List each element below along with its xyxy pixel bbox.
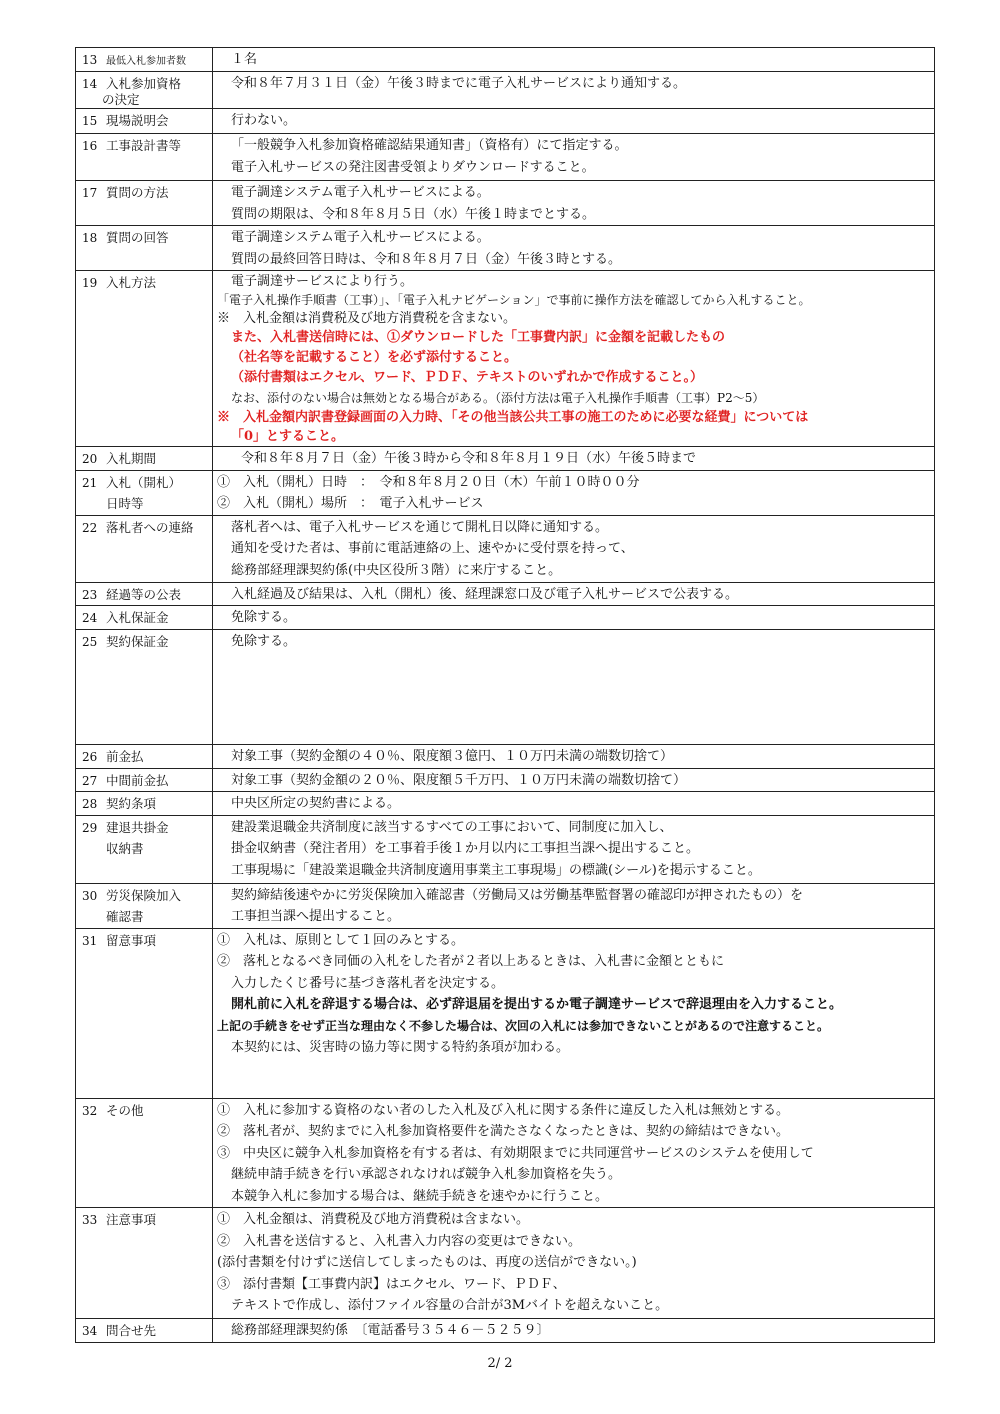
- row-content: [213, 181, 935, 226]
- table-row: [76, 1319, 935, 1343]
- row-label-text-2: 日時等: [106, 495, 144, 511]
- table-row: [76, 883, 935, 928]
- row-content: [213, 109, 935, 134]
- content-line: ① 入札は、原則として１回のみとする。: [217, 932, 465, 948]
- row-label-text: 建退共掛金: [106, 819, 169, 835]
- table-row: [76, 629, 935, 744]
- row-number: 33: [82, 1213, 98, 1227]
- content-line: ※ 入札金額内訳書登録画面の入力時、「その他当該公共工事の施工のために必要な経費」については: [217, 410, 809, 425]
- row-number: 17: [82, 186, 98, 200]
- row-content: [213, 744, 935, 768]
- row-content: [213, 515, 935, 582]
- row-number: 15: [82, 114, 98, 128]
- row-label-text: 質問の回答: [106, 230, 169, 245]
- table-row: [76, 792, 935, 816]
- content-line: ① 入札金額は、消費税及び地方消費税は含まない。: [217, 1212, 530, 1227]
- row-number: 28: [82, 797, 98, 811]
- content-line: 電子調達サービスにより行う。: [231, 274, 414, 289]
- row-content: [213, 883, 935, 928]
- row-number: 20: [82, 452, 98, 466]
- row-content: [213, 271, 935, 447]
- content-line: 電子調達システム電子入札サービスによる。: [231, 185, 490, 200]
- row-number: 34: [82, 1324, 98, 1338]
- content-line: 中央区所定の契約書による。: [231, 796, 401, 811]
- row-number: 29: [82, 820, 98, 835]
- row-label: [76, 226, 213, 271]
- row-label: [76, 515, 213, 582]
- row-content: [213, 72, 935, 109]
- row-label-text: 留意事項: [106, 932, 157, 948]
- row-content: [213, 792, 935, 816]
- row-label: [76, 72, 213, 109]
- content-line: 本契約には、災害時の協力等に関する特約条項が加わる。: [231, 1040, 570, 1055]
- content-line: ③ 中央区に競争入札参加資格を有する者は、有効期限までに共同運営サービスのシステムを使用して: [217, 1145, 814, 1161]
- row-label: [76, 48, 213, 72]
- content-line: 「0」とすること。: [231, 429, 345, 444]
- row-label: [76, 928, 213, 1098]
- content-line: テキストで作成し、添付ファイル容量の合計が3Mバイトを超えないこと。: [231, 1298, 669, 1313]
- row-label-text: 問合せ先: [106, 1323, 157, 1338]
- row-content: [213, 928, 935, 1098]
- content-line: ③ 添付書類【工事費内訳】はエクセル、ワード、ＰＤＦ、: [217, 1276, 566, 1292]
- row-label: [76, 744, 213, 768]
- row-label: [76, 134, 213, 181]
- row-number: 22: [82, 520, 98, 535]
- row-content: [213, 768, 935, 792]
- content-line: 建設業退職金共済制度に該当するすべての工事において、同制度に加入し、: [231, 819, 673, 835]
- row-label-text-2: の決定: [102, 92, 140, 107]
- bid-conditions-table: [75, 47, 935, 1343]
- content-line: （社名等を記載すること）を必ず添付すること。: [231, 350, 518, 365]
- row-label: [76, 109, 213, 134]
- row-content: [213, 226, 935, 271]
- row-number: 21: [82, 475, 98, 490]
- content-line: 免除する。: [231, 610, 297, 625]
- content-line: 質問の最終回答日時は、令和８年８月７日（金）午後３時とする。: [231, 251, 622, 267]
- content-line: ① 入札（開札）日時 ： 令和８年８月２０日（木）午前１０時００分: [217, 474, 640, 490]
- content-line: 掛金収納書（発注者用）を工事着手後１か月以内に工事担当課へ提出すること。: [231, 841, 700, 856]
- table-row: [76, 928, 935, 1098]
- row-label-text: 工事設計書等: [106, 138, 182, 153]
- table-row: [76, 72, 935, 109]
- row-content: [213, 629, 935, 744]
- row-number: 18: [82, 231, 98, 245]
- content-line: 総務部経理課契約係 〔電話番号３５４６－５２５９〕: [231, 1323, 550, 1338]
- content-line: 電子調達システム電子入札サービスによる。: [231, 230, 490, 245]
- row-content: [213, 447, 935, 471]
- row-number: 27: [82, 773, 98, 788]
- row-label-text: 労災保険加入: [106, 887, 182, 903]
- row-label: [76, 629, 213, 744]
- content-line: 総務部経理課契約係(中央区役所３階）に来庁すること。: [231, 562, 562, 578]
- table-row: [76, 470, 935, 515]
- row-label-text: 注意事項: [106, 1212, 157, 1227]
- row-content: [213, 1098, 935, 1208]
- content-line: １名: [231, 52, 258, 67]
- content-line: ② 落札となるべき同価の入札をした者が２者以上あるときは、入札書に金額とともに: [217, 954, 725, 969]
- row-label: [76, 815, 213, 883]
- row-content: [213, 1208, 935, 1319]
- table-row: [76, 606, 935, 630]
- content-line: 上記の手続きをせず正当な理由なく不参した場合は、次回の入札には参加できないことがあるので注意すること。: [217, 1018, 830, 1033]
- row-label: [76, 792, 213, 816]
- content-line: 工事現場に「建設業退職金共済制度適用事業主工事現場」の標識(シール)を掲示すること。: [231, 862, 761, 878]
- content-line: 通知を受けた者は、事前に電話連絡の上、速やかに受付票を持って、: [231, 541, 634, 556]
- content-line: 落札者へは、電子入札サービスを通じて開札日以降に通知する。: [231, 519, 609, 535]
- content-line: 「電子入札操作手順書（工事）」、「電子入札ナビゲーション」で事前に操作方法を確認してから入札すること。: [217, 293, 811, 307]
- content-line: 入札経過及び結果は、入札（開札）後、経理課窓口及び電子入札サービスで公表する。: [231, 586, 739, 602]
- content-line: ① 入札に参加する資格のない者のした入札及び入札に関する条件に違反した入札は無効とする。: [217, 1102, 790, 1118]
- row-label: [76, 768, 213, 792]
- row-label-text: 契約保証金: [106, 633, 169, 649]
- table-row: [76, 744, 935, 768]
- content-line: 継続申請手続きを行い承認されなければ競争入札参加資格を失う。: [231, 1167, 622, 1182]
- row-label: [76, 447, 213, 471]
- content-line: （添付書類はエクセル、ワード、ＰＤＦ、テキストのいずれかで作成すること。）: [231, 370, 704, 385]
- content-line: 開札前に入札を辞退する場合は、必ず辞退届を提出するか電子調達サービスで辞退理由を入力すること。: [231, 997, 843, 1012]
- content-line: ② 落札者が、契約までに入札参加資格要件を満たさなくなったときは、契約の締結はできない。: [217, 1124, 790, 1139]
- content-line: また、入札書送信時には、①ダウンロードした「工事費内訳」に金額を記載したもの: [231, 330, 726, 345]
- table-row: [76, 271, 935, 447]
- row-content: [213, 815, 935, 883]
- page-number: 2/ 2: [487, 1356, 513, 1371]
- row-label-text: 前金払: [106, 748, 144, 764]
- row-number: 26: [82, 749, 98, 764]
- row-label: [76, 883, 213, 928]
- content-line: 本競争入札に参加する場合は、継続手続きを速やかに行うこと。: [231, 1188, 609, 1204]
- row-label: [76, 470, 213, 515]
- content-line: (添付書類を付けずに送信してしまったものは、再度の送信ができない。): [217, 1255, 637, 1270]
- row-label-text-2: 確認書: [106, 908, 144, 924]
- row-label: [76, 271, 213, 447]
- content-line: 契約締結後速やかに労災保険加入確認書（労働局又は労働基準監督署の確認印が押されたもの）を: [231, 887, 804, 903]
- row-label-text: 中間前金払: [106, 772, 169, 788]
- row-content: [213, 48, 935, 72]
- table-row: [76, 768, 935, 792]
- row-label: [76, 181, 213, 226]
- row-content: [213, 582, 935, 606]
- row-content: [213, 470, 935, 515]
- content-line: 対象工事（契約金額の４０％、限度額３億円、１０万円未満の端数切捨て）: [231, 748, 674, 764]
- table-row: [76, 1098, 935, 1208]
- row-label-text: 質問の方法: [106, 185, 169, 200]
- content-line: 工事担当課へ提出すること。: [231, 909, 401, 924]
- table-row: [76, 109, 935, 134]
- row-label-text-2: 収納書: [106, 840, 144, 856]
- content-line: 対象工事（契約金額の２０％、限度額５千万円、１０万円未満の端数切捨て）: [231, 772, 687, 788]
- table-row: [76, 815, 935, 883]
- row-label-text: 入札方法: [106, 275, 157, 290]
- content-line: 「一般競争入札参加資格確認結果通知書」（資格有）にて指定する。: [231, 138, 628, 153]
- row-label: [76, 606, 213, 630]
- row-number: 31: [82, 933, 98, 948]
- content-line: ※ 入札金額は消費税及び地方消費税を含まない。: [217, 311, 517, 326]
- row-label-text: 契約条項: [106, 796, 157, 811]
- row-content: [213, 606, 935, 630]
- content-line: 質問の期限は、令和８年８月５日（水）午後１時までとする。: [231, 206, 596, 222]
- row-label: [76, 1319, 213, 1343]
- content-line: 入力したくじ番号に基づき落札者を決定する。: [231, 975, 505, 991]
- row-label: [76, 582, 213, 606]
- content-line: なお、添付のない場合は無効となる場合がある。（添付方法は電子入札操作手順書（工事）P2～5）: [231, 391, 765, 405]
- row-label-text: その他: [106, 1102, 144, 1118]
- table-row: [76, 134, 935, 181]
- content-line: ② 入札書を送信すると、入札書入力内容の変更はできない。: [217, 1233, 582, 1249]
- row-content: [213, 134, 935, 181]
- row-number: 23: [82, 587, 98, 602]
- content-line: 行わない。: [231, 113, 297, 128]
- row-label-text: 最低入札参加者数: [106, 56, 186, 67]
- row-number: 13: [82, 53, 98, 67]
- row-label-text: 入札（開札）: [106, 474, 182, 490]
- table-row: [76, 181, 935, 226]
- table-row: [76, 447, 935, 471]
- table-row: [76, 582, 935, 606]
- row-label-text: 入札期間: [106, 451, 157, 466]
- row-number: 24: [82, 611, 98, 625]
- row-label: [76, 1098, 213, 1208]
- row-label-text: 現場説明会: [106, 113, 169, 128]
- row-number: 14: [82, 77, 98, 91]
- row-label-text: 落札者への連絡: [106, 519, 194, 535]
- row-number: 30: [82, 888, 98, 903]
- content-line: 免除する。: [231, 633, 297, 649]
- row-label-text: 経過等の公表: [106, 586, 182, 602]
- row-label-text: 入札保証金: [106, 610, 169, 625]
- table-row: [76, 226, 935, 271]
- content-line: 令和８年７月３１日（金）午後３時までに電子入札サービスにより通知する。: [231, 76, 687, 91]
- row-content: [213, 1319, 935, 1343]
- table-row: [76, 515, 935, 582]
- content-line: 令和８年８月７日（金）午後３時から令和８年８月１９日（水）午後５時まで: [241, 451, 697, 466]
- table-row: [76, 48, 935, 72]
- content-line: 電子入札サービスの発注図書受領よりダウンロードすること。: [231, 159, 595, 175]
- content-line: ② 入札（開札）場所 ： 電子入札サービス: [217, 496, 484, 511]
- row-number: 19: [82, 276, 98, 290]
- table-row: [76, 1208, 935, 1319]
- row-number: 16: [82, 139, 98, 153]
- row-label: [76, 1208, 213, 1319]
- row-number: 25: [82, 634, 98, 649]
- row-label-text: 入札参加資格: [106, 76, 182, 91]
- row-number: 32: [82, 1103, 98, 1118]
